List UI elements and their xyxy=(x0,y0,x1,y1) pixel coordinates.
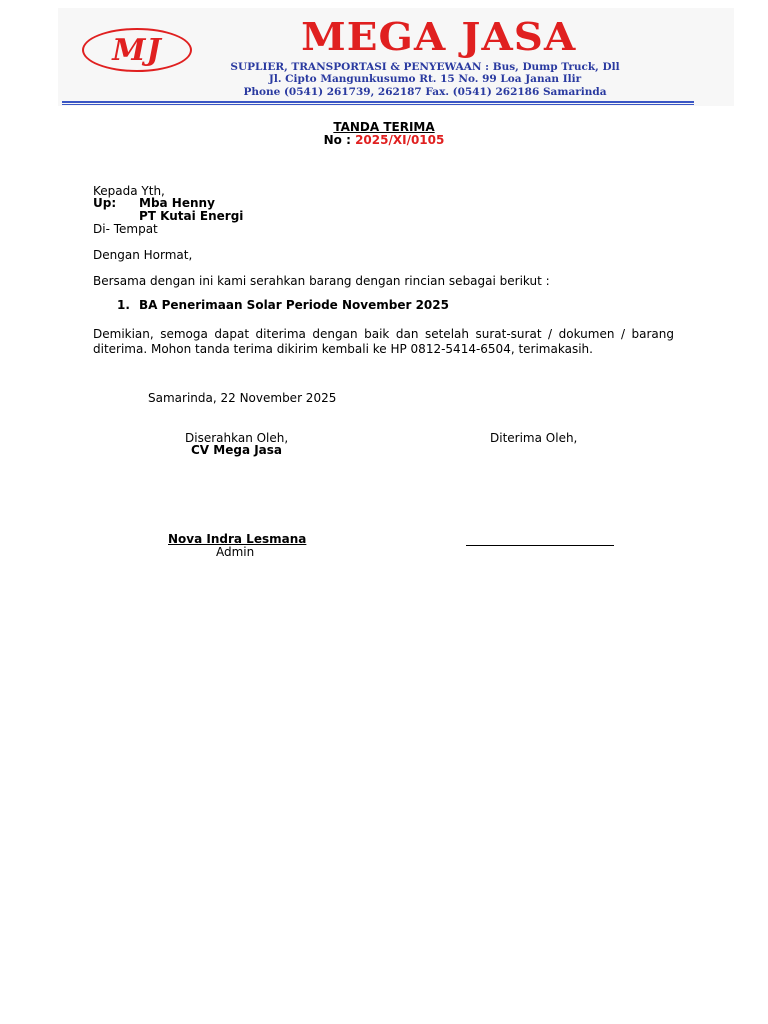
sender-role: Admin xyxy=(216,545,255,559)
company-logo xyxy=(82,28,192,72)
sender-company: CV Mega Jasa xyxy=(191,443,283,457)
header-divider xyxy=(62,101,694,103)
salutation: Dengan Hormat, xyxy=(93,248,193,262)
recipient-place: Di- Tempat xyxy=(93,222,158,236)
recipient-company: PT Kutai Energi xyxy=(139,209,244,223)
date-line: Samarinda, 22 November 2025 xyxy=(148,391,337,405)
company-services: SUPLIER, TRANSPORTASI & PENYEWAAN : Bus, Dump Truck, Dll xyxy=(230,61,620,73)
document-number xyxy=(0,133,768,147)
receiver-label: Diterima Oleh, xyxy=(490,431,578,445)
company-name: MEGA JASA xyxy=(301,14,577,59)
sender-name: Nova Indra Lesmana xyxy=(168,532,307,546)
logo-text: MJ xyxy=(112,32,162,68)
recipient-up-label: Up: xyxy=(93,196,117,210)
header-divider-thin xyxy=(62,104,694,105)
intro-text: Bersama dengan ini kami serahkan barang dengan rincian sebagai berikut : xyxy=(93,274,550,288)
list-item-number: 1. xyxy=(117,298,130,312)
company-contact: Phone (0541) 261739, 262187 Fax. (0541) 262186 Samarinda xyxy=(243,86,607,98)
document-title: TANDA TERIMA xyxy=(333,120,435,134)
recipient-name: Mba Henny xyxy=(139,196,215,210)
closing-paragraph: Demikian, semoga dapat diterima dengan baik dan setelah surat-surat / dokumen / barang diterima. Mohon tanda terima dikirim kembali ke HP 0812-5414-6504, terimakasih. xyxy=(93,327,674,356)
recipient-greeting: Kepada Yth, xyxy=(93,184,165,198)
company-address: Jl. Cipto Mangunkusumo Rt. 15 No. 99 Loa Janan Ilir xyxy=(268,73,582,85)
receiver-signature-line xyxy=(466,545,614,546)
document-number-label: No : xyxy=(323,133,356,147)
sender-label: Diserahkan Oleh, xyxy=(185,431,289,445)
list-item: BA Penerimaan Solar Periode November 2025 xyxy=(139,298,449,312)
document-number-value: 2025/XI/0105 xyxy=(355,133,445,147)
